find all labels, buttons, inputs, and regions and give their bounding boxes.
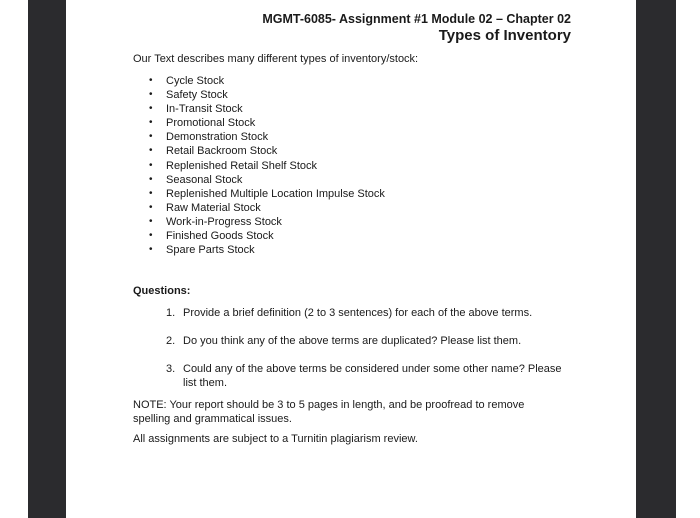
question-item: [166, 334, 576, 348]
list-item-text: Finished Goods Stock: [166, 230, 274, 243]
list-item-text: Promotional Stock: [166, 117, 256, 130]
list-item-text: Retail Backroom Stock: [166, 145, 278, 158]
bullet-icon: •: [149, 244, 153, 256]
question-number: 2.: [166, 335, 176, 347]
bullet-icon: •: [149, 201, 153, 213]
bullet-icon: •: [149, 159, 153, 171]
list-item-text: Raw Material Stock: [166, 201, 261, 214]
bullet-icon: •: [149, 187, 153, 199]
question-number: 1.: [166, 307, 176, 319]
list-item-text: Replenished Multiple Location Impulse Stock: [166, 187, 385, 200]
bullet-icon: •: [149, 173, 153, 185]
document-page: [66, 0, 636, 518]
bullet-icon: •: [149, 215, 153, 227]
question-text: Could any of the above terms be considered under some other name? Please list them.: [183, 363, 562, 389]
question-item: [166, 362, 576, 390]
bullet-icon: •: [149, 103, 153, 115]
bullet-icon: •: [149, 131, 153, 143]
viewer-margin-left: [28, 0, 66, 518]
questions-heading: Questions:: [133, 285, 191, 297]
viewer-margin-right: [636, 0, 676, 518]
document-title: Types of Inventory: [438, 27, 571, 44]
list-item-text: In-Transit Stock: [166, 103, 243, 116]
list-item-text: Cycle Stock: [166, 75, 225, 87]
question-text: Do you think any of the above terms are duplicated? Please list them.: [183, 335, 522, 347]
list-item-text: Work-in-Progress Stock: [166, 215, 282, 228]
bullet-icon: •: [149, 145, 153, 157]
plagiarism-notice: All assignments are subject to a Turnitin plagiarism review.: [133, 433, 418, 445]
bullet-icon: •: [149, 75, 153, 86]
bullet-icon: •: [149, 230, 153, 242]
bullet-icon: •: [149, 117, 153, 129]
list-item-text: Safety Stock: [166, 89, 228, 102]
bullet-icon: •: [149, 89, 153, 101]
question-item: [166, 306, 576, 320]
course-line: MGMT-6085- Assignment #1 Module 02 – Chapter 02: [262, 12, 571, 26]
question-text: Provide a brief definition (2 to 3 sentences) for each of the above terms.: [183, 307, 533, 319]
list-item-text: Replenished Retail Shelf Stock: [166, 159, 318, 172]
list-item-text: Seasonal Stock: [166, 173, 243, 186]
list-item-text: Demonstration Stock: [166, 131, 269, 144]
question-number: 3.: [166, 363, 176, 375]
list-item-text: Spare Parts Stock: [166, 244, 255, 257]
intro-text: Our Text describes many different types of inventory/stock:: [133, 53, 419, 65]
length-note: NOTE: Your report should be 3 to 5 pages in length, and be proofread to remove spelling and grammatical issues.: [133, 399, 525, 425]
